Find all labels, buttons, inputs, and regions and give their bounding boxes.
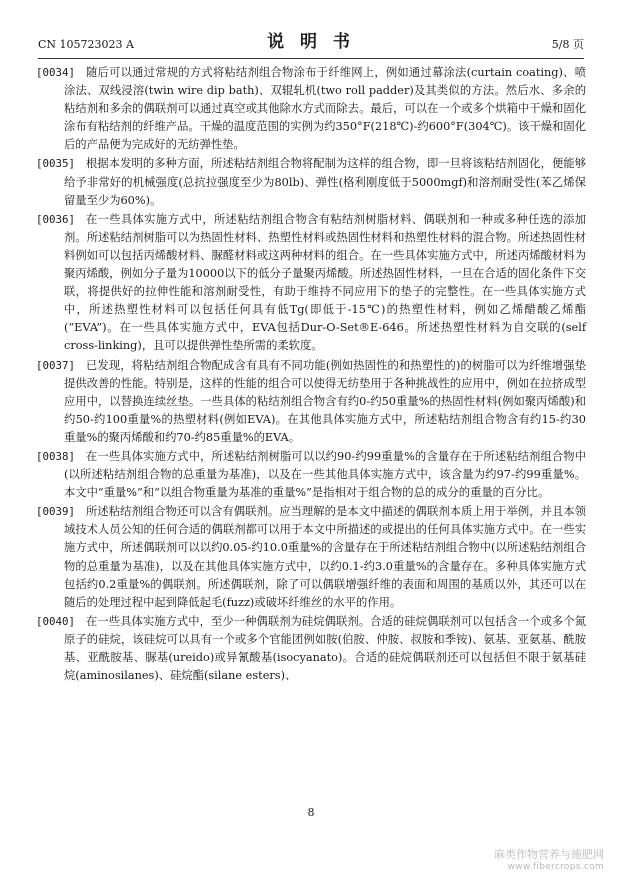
header-divider [38, 58, 584, 59]
watermark-site-name: 麻类作物营养与施肥网 [494, 848, 604, 861]
page-number: 8 [307, 806, 315, 819]
paragraph-number: [0037] [36, 358, 76, 372]
paragraph-number: [0038] [36, 449, 76, 463]
paragraph-text: 在一些具体实施方式中，所述粘结剂组合物含有粘结剂树脂材料、偶联剂和一种或多种任选的添加剂。所述粘结剂树脂可以为热固性材料、热塑性材料或热固性材料和热塑性材料的混合物。所述热固性材料例如可以包括丙烯酸材料、脲醛材料或这两种材料的组合。在一些具体实施方式中，所述丙烯酸材料为聚丙烯酸，例如分子量为10000以下的低分子量聚丙烯酸。所述热固性材料，一旦在合适的固化条件下交联，将提供好的拉伸性能和溶剂耐受性，有助于维持不同应用下的垫子的完整性。在一些具体实施方式中，所述热塑性材料可以包括任何具有低Tg(即低于-15℃)的热塑性材料，例如乙烯醋酸乙烯酯(“EVA”)。在一些具体实施方式中，EVA包括Dur-O-Set®E-646。所述热塑性材料为自交联的(self cross-linking)，且可以提供弹性垫所需的柔软度。 [64, 212, 586, 353]
page-indicator: 5/8 页 [551, 38, 584, 51]
paragraph-text: 根据本发明的多种方面，所述粘结剂组合物将配制为这样的组合物，即一旦将该粘结剂固化，便能够给予非常好的机械强度(总抗拉强度至少为80lb)、弹性(格利刚度低于5000mgf)和溶剂耐受性(苯乙烯保留量至少为60%)。 [64, 157, 586, 207]
site-watermark [494, 848, 604, 874]
document-title: 说 明 书 [267, 32, 355, 52]
paragraph-text: 随后可以通过常规的方式将粘结剂组合物涂布于纤维网上，例如通过幕涂法(curtain coating)、喷涂法、双线浸溶(twin wire dip bath)、双辊轧机(two roll padder)及其类似的方法。然后水、多余的粘结剂和多余的偶联剂可以通过真空或其他除水方式而除去。最后，可以在一个或多个烘箱中干燥和固化涂布有粘结剂的纤维产品。干燥的温度范围的实例为约350°F(218℃)-约600°F(304℃)。该干燥和固化后的产品便为完成好的无纺弹性垫。 [64, 66, 586, 152]
document-body [36, 64, 586, 686]
paragraph-0036 [36, 211, 586, 356]
paragraph-0037 [36, 357, 586, 447]
paragraph-number: [0036] [36, 212, 76, 226]
paragraph-number: [0039] [36, 505, 76, 519]
paragraph-text: 所述粘结剂组合物还可以含有偶联剂。应当理解的是本文中描述的偶联剂本质上用于举例，并且本领域技术人员公知的任何合适的偶联剂都可以用于本文中所描述的或提出的任何具体实施方式中。在一些实施方式中，所述偶联剂可以以约0.05-约10.0重量%的含量存在于所述粘结剂组合物中(以所述粘结剂组合物的总重量为基准)，以及在其他具体实施方式中，以约0.1-约3.0重量%的含量存在。多种具体实施方式包括约0.2重量%的偶联剂。所述偶联剂，除了可以偶联增强纤维的表面和周围的基质以外，其还可以在随后的处理过程中起到降低起毛(fuzz)或破坏纤维丝的水平的作用。 [64, 505, 586, 609]
paragraph-0034 [36, 64, 586, 154]
paragraph-0040 [36, 613, 586, 685]
paragraph-number: [0040] [36, 614, 76, 628]
page-header [38, 34, 584, 56]
paragraph-text: 在一些具体实施方式中，至少一种偶联剂为硅烷偶联剂。合适的硅烷偶联剂可以包括含一个或多个氮原子的硅烷，该硅烷可以具有一个或多个官能团例如胺(伯胺、仲胺、叔胺和季铵)、氨基、亚氨基、酰胺基、亚酰胺基、脲基(ureido)或异氰酸基(isocyanato)。合适的硅烷偶联剂还可以包括但不限于氨基硅烷(aminosilanes)、硅烷酯(silane esters)、 [64, 614, 586, 683]
paragraph-text: 已发现，将粘结剂组合物配成含有具有不同功能(例如热固性的和热塑性的)的树脂可以为纤维增强垫提供改善的性能。特别是，这样的性能的组合可以使得无纺垫用于各种挑战性的应用中，例如在拉挤成型应用中，以替换连续丝垫。一些具体的粘结剂组合物含有约0-约50重量%的热固性材料(例如聚丙烯酸)和约50-约100重量%的热塑材料(例如EVA)。在其他具体实施方式中，所述粘结剂组合物含有约15-约30重量%的聚丙烯酸和约70-约85重量%的EVA。 [64, 358, 586, 444]
paragraph-number: [0034] [36, 66, 76, 79]
paragraph-0038 [36, 448, 586, 502]
watermark-url: www.fibercrops.com [507, 862, 604, 872]
paragraph-0039 [36, 503, 586, 612]
paragraph-number: [0035] [36, 157, 76, 171]
patent-number: CN 105723023 A [38, 38, 134, 51]
paragraph-0035 [36, 155, 586, 209]
paragraph-text: 在一些具体实施方式中，所述粘结剂树脂可以以约90-约99重量%的含量存在于所述粘结剂组合物中(以所述粘结剂组合物的总重量为基准)，以及在一些其他具体实施方式中，该含量为约97-约99重量%。本文中“重量%”和“以组合物重量为基准的重量%”是指相对于组合物的总的成分的重量的百分比。 [64, 449, 586, 500]
